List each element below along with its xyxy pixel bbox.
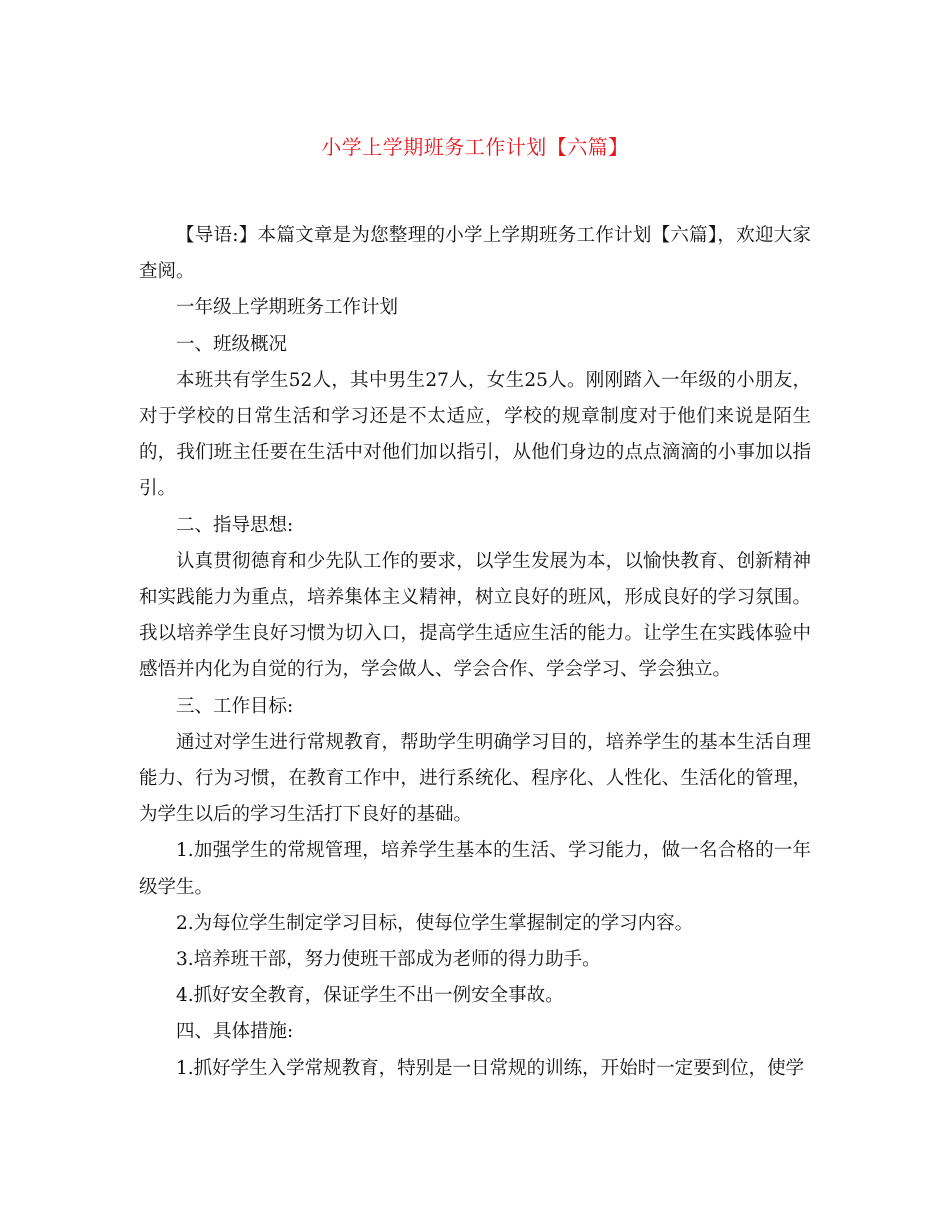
paragraph-guiding-ideology: 认真贯彻德育和少先队工作的要求，以学生发展为本，以愉快教育、创新精神和实践能力为重点，培养集体主义精神，树立良好的班风，形成良好的学习氛围。我以培养学生良好习惯为切入口，提高学生适应生活的能力。让学生在实践体验中感悟并内化为自觉的行为，学会做人、学会合作、学会学习、学会独立。 (139, 550, 811, 681)
section-heading-measures: 四、具体措施: (176, 1021, 294, 1043)
section-heading-work-goals: 三、工作目标: (176, 695, 294, 717)
list-item-goal-2: 2.为每位学生制定学习目标，使每位学生掌握制定的学习内容。 (176, 912, 694, 934)
list-item-measure-1: 1.抓好学生入学常规教育，特别是一日常规的训练，开始时一定要到位，使学 (176, 1057, 805, 1079)
list-item-goal-4: 4.抓好安全教育，保证学生不出一例安全事故。 (176, 985, 564, 1007)
document-body (139, 218, 811, 1087)
document-title: 小学上学期班务工作计划【六篇】 (321, 135, 629, 159)
list-item-goal-3: 3.培养班干部，努力使班干部成为老师的得力助手。 (176, 949, 601, 971)
paragraph-intro: 【导语:】本篇文章是为您整理的小学上学期班务工作计划【六篇】，欢迎大家查阅。 (139, 225, 811, 283)
paragraph-plan-heading: 一年级上学期班务工作计划 (176, 297, 399, 319)
section-heading-guiding-ideology: 二、指导思想: (176, 514, 294, 536)
paragraph-class-overview: 本班共有学生52人，其中男生27人，女生25人。刚刚踏入一年级的小朋友，对于学校的日常生活和学习还是不太适应，学校的规章制度对于他们来说是陌生的，我们班主任要在生活中对他们加以指引，从他们身边的点点滴滴的小事加以指引。 (139, 369, 811, 500)
paragraph-work-goals: 通过对学生进行常规教育，帮助学生明确学习目的，培养学生的基本生活自理能力、行为习惯，在教育工作中，进行系统化、程序化、人性化、生活化的管理，为学生以后的学习生活打下良好的基础。 (139, 731, 811, 826)
list-item-goal-1: 1.加强学生的常规管理，培养学生基本的生活、学习能力，做一名合格的一年级学生。 (139, 840, 811, 898)
section-heading-class-overview: 一、班级概况 (176, 333, 288, 355)
